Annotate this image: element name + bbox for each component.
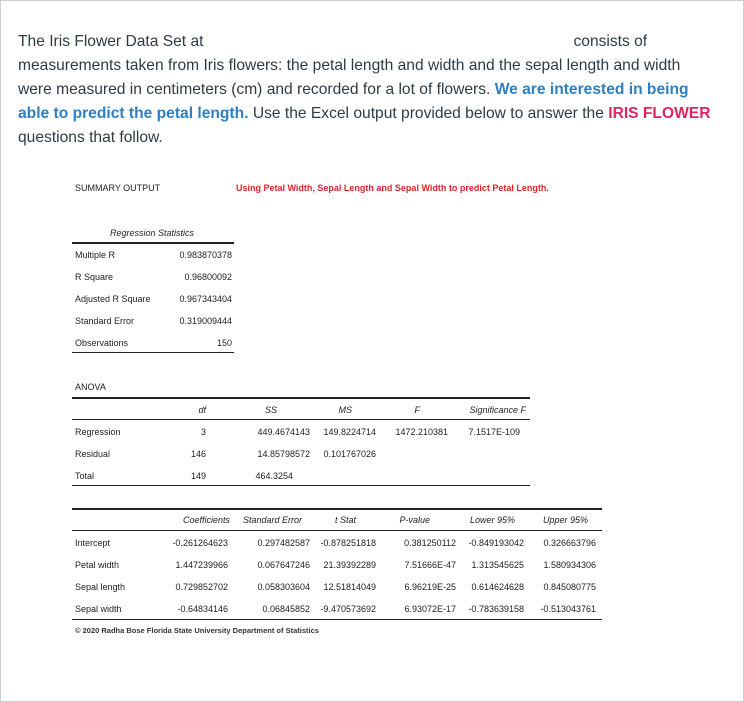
coef-header: Upper 95% xyxy=(542,515,588,525)
coef-cell: -0.878251818 xyxy=(320,538,376,548)
anova-row-label: Residual xyxy=(75,449,111,459)
intro-line1-start: The Iris Flower Data Set at xyxy=(18,33,204,50)
anova-row-label: Regression xyxy=(75,427,121,437)
intro-paragraph xyxy=(18,30,726,150)
regstats-value: 0.983870378 xyxy=(179,250,232,260)
anova-cell: 464.3254 xyxy=(255,471,293,481)
coef-cell: 0.067647246 xyxy=(257,560,310,570)
anova-cell: 14.85798572 xyxy=(257,449,310,459)
coef-row-label: Intercept xyxy=(75,538,111,548)
anova-cell: 449.4674143 xyxy=(257,427,310,437)
intro-line5: questions that follow. xyxy=(18,129,163,146)
regstats-value: 0.967343404 xyxy=(179,294,232,304)
coef-cell: 0.614624628 xyxy=(471,582,524,592)
intro-line1-end: consists of xyxy=(573,33,648,50)
coef-cell: 6.96219E-25 xyxy=(404,582,456,592)
anova-cell: 146 xyxy=(190,449,206,459)
regstats-header: Regression Statistics xyxy=(110,228,195,238)
coef-cell: 0.058303604 xyxy=(257,582,310,592)
anova-cell: 149.8224714 xyxy=(323,427,376,437)
anova-title: ANOVA xyxy=(75,382,106,392)
anova-header-ss: SS xyxy=(264,405,277,415)
intro-emphasis-2: able to predict the petal length. xyxy=(18,105,249,122)
anova-cell: 1472.210381 xyxy=(395,427,448,437)
regstats-label: Standard Error xyxy=(75,316,135,326)
regstats-value: 150 xyxy=(216,338,232,348)
coef-row-label: Sepal length xyxy=(75,582,126,592)
coef-row-label: Petal width xyxy=(75,560,120,570)
coef-cell: 1.447239966 xyxy=(175,560,228,570)
coef-cell: 1.580934306 xyxy=(543,560,596,570)
coef-cell: -0.513043761 xyxy=(540,604,596,614)
summary-title: SUMMARY OUTPUT xyxy=(75,183,161,193)
coef-cell: 21.39392289 xyxy=(323,560,376,570)
regstats-label: Observations xyxy=(75,338,129,348)
coef-cell: 6.93072E-17 xyxy=(404,604,456,614)
coef-cell: 12.51814049 xyxy=(323,582,376,592)
coef-header: P-value xyxy=(399,515,430,525)
anova-cell: 149 xyxy=(190,471,206,481)
anova-header-ms: MS xyxy=(338,405,352,415)
coef-cell: -9.470573692 xyxy=(320,604,376,614)
coef-cell: -0.261264623 xyxy=(172,538,228,548)
intro-line2: measurements taken from Iris flowers: the petal length and width and the sepal length and width xyxy=(18,57,681,74)
coef-row-label: Sepal width xyxy=(75,604,122,614)
coef-cell: 0.729852702 xyxy=(175,582,228,592)
regstats-label: Multiple R xyxy=(75,250,116,260)
anova-header-df: df xyxy=(198,405,206,415)
anova-row-label: Total xyxy=(75,471,95,481)
regstats-label: Adjusted R Square xyxy=(75,294,151,304)
anova-header-sigf: Significance F xyxy=(469,405,526,415)
anova-cell: 7.1517E-109 xyxy=(468,427,520,437)
coef-cell: 0.326663796 xyxy=(543,538,596,548)
intro-line4: Use the Excel output provided below to answer the xyxy=(252,105,604,122)
iris-flower-highlight: IRIS FLOWER xyxy=(608,105,711,122)
regstats-value: 0.96800092 xyxy=(184,272,232,282)
coef-cell: 1.313545625 xyxy=(471,560,524,570)
coef-cell: -0.783639158 xyxy=(468,604,524,614)
coef-cell: 0.297482587 xyxy=(257,538,310,548)
coef-header: Coefficients xyxy=(182,515,230,525)
coef-header: Lower 95% xyxy=(469,515,515,525)
coef-cell: 0.845080775 xyxy=(543,582,596,592)
coef-header: t Stat xyxy=(334,515,356,525)
coef-header: Standard Error xyxy=(242,515,302,525)
coef-cell: 7.51666E-47 xyxy=(404,560,456,570)
coef-cell: -0.849193042 xyxy=(468,538,524,548)
intro-line3: were measured in centimeters (cm) and recorded for a lot of flowers. xyxy=(18,81,491,98)
coef-cell: -0.64834146 xyxy=(177,604,228,614)
anova-header-f: F xyxy=(414,405,420,415)
intro-emphasis-1: We are interested in being xyxy=(494,81,689,98)
copyright-footer: © 2020 Radha Bose Florida State University Department of Statistics xyxy=(75,626,319,635)
anova-cell: 3 xyxy=(200,427,206,437)
regstats-label: R Square xyxy=(75,272,114,282)
anova-cell: 0.101767026 xyxy=(323,449,376,459)
summary-note: Using Petal Width, Sepal Length and Sepal Width to predict Petal Length. xyxy=(236,183,549,193)
coef-cell: 0.06845852 xyxy=(262,604,310,614)
coef-cell: 0.381250112 xyxy=(404,538,456,548)
regstats-value: 0.319009444 xyxy=(179,316,232,326)
